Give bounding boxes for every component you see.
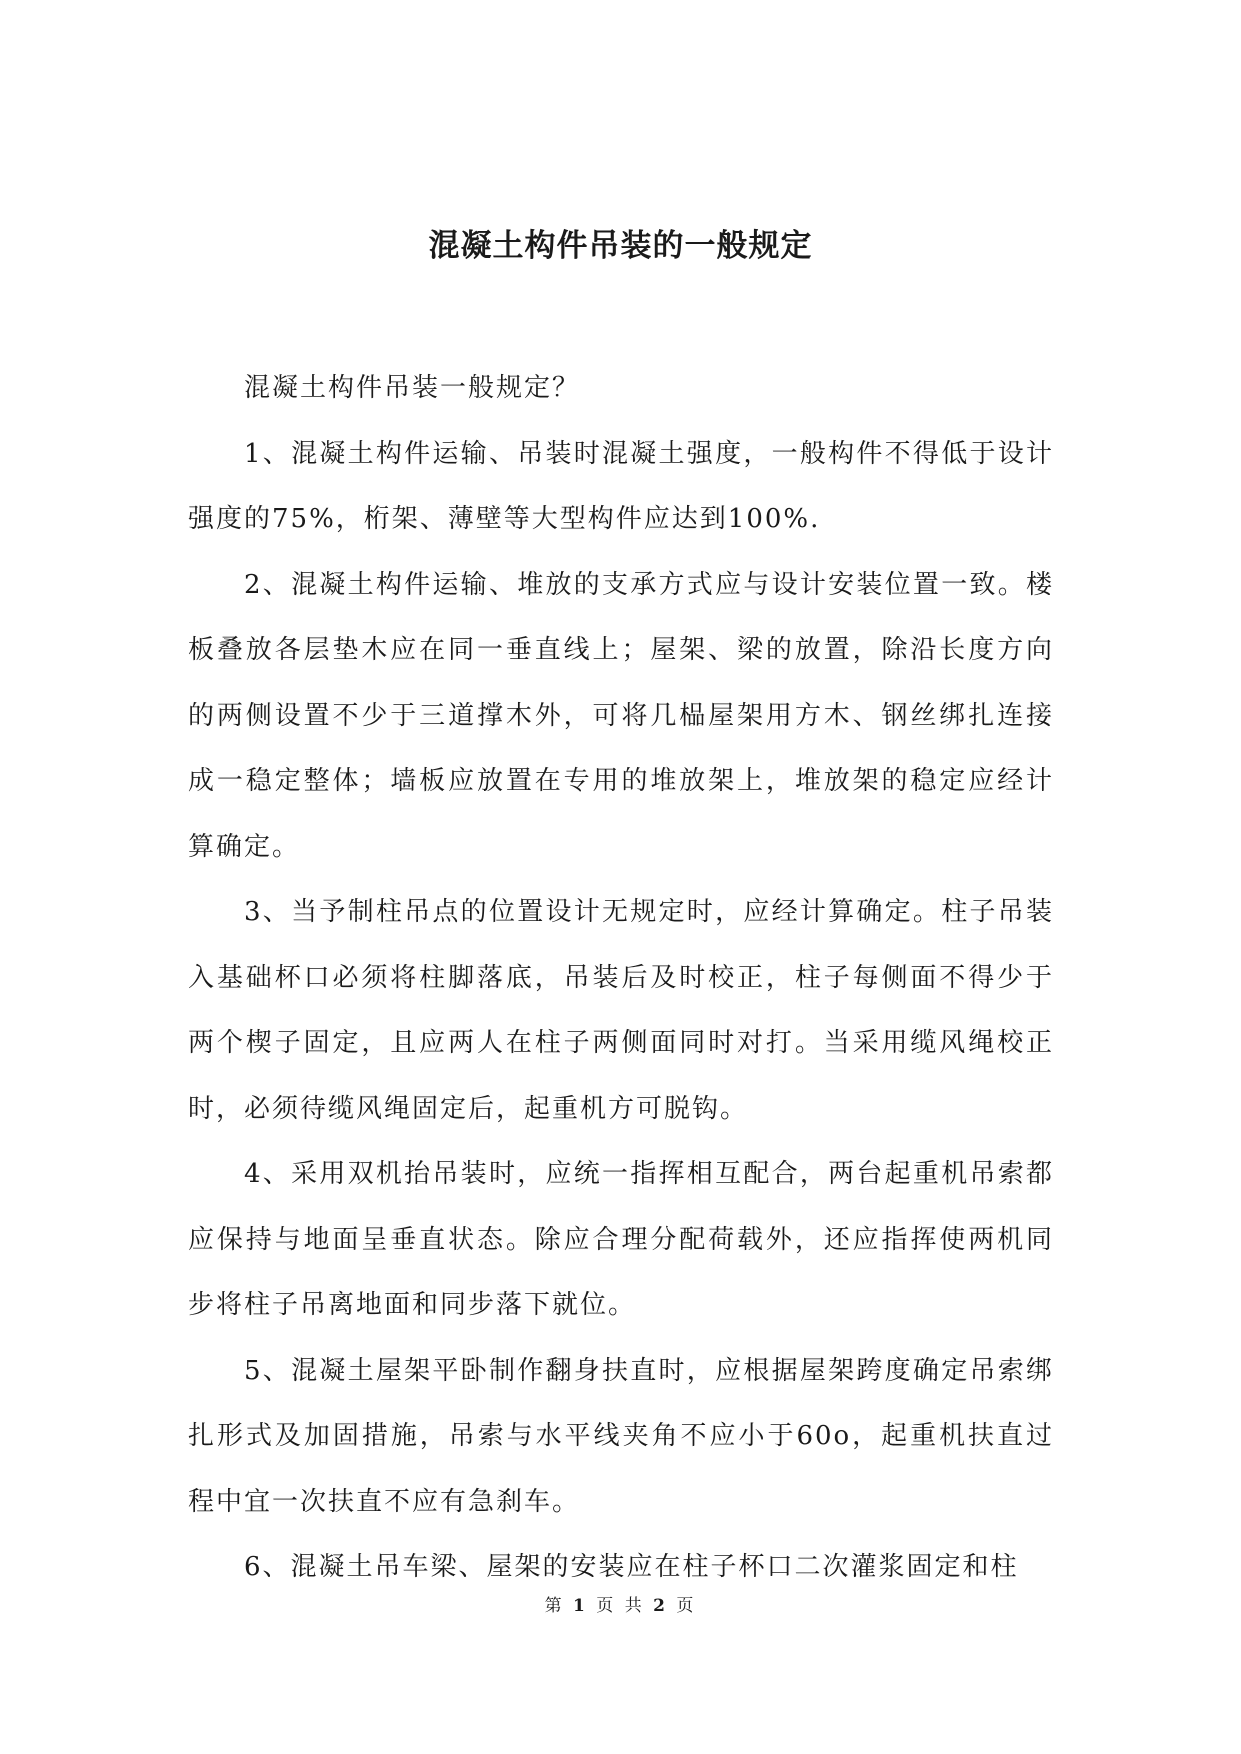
paragraph-item-1: 1、混凝土构件运输、吊装时混凝土强度，一般构件不得低于设计强度的75%，桁架、薄壁等大型构件应达到100%. xyxy=(188,438,1054,534)
paragraph-item-5: 5、混凝土屋架平卧制作翻身扶直时，应根据屋架跨度确定吊索绑扎形式及加固措施，吊索与水平线夹角不应小于60o，起重机扶直过程中宜一次扶直不应有急刹车。 xyxy=(188,1355,1054,1517)
footer-middle: 页 共 xyxy=(596,1596,645,1616)
footer-prefix: 第 xyxy=(544,1596,565,1616)
paragraph-item-3: 3、当予制柱吊点的位置设计无规定时，应经计算确定。柱子吊装入基础杯口必须将柱脚落底，吊装后及时校正，柱子每侧面不得少于两个楔子固定，且应两人在柱子两侧面同时对打。当采用缆风绳校正时，必须待缆风绳固定后，起重机方可脱钩。 xyxy=(188,897,1054,1124)
footer-current-page: 1 xyxy=(573,1596,588,1616)
paragraph-item-4: 4、采用双机抬吊装时，应统一指挥相互配合，两台起重机吊索都应保持与地面呈垂直状态。除应合理分配荷载外，还应指挥使两机同步将柱子吊离地面和同步落下就位。 xyxy=(188,1159,1054,1320)
paragraph-item-6: 6、混凝土吊车梁、屋架的安装应在柱子杯口二次灌浆固定和柱 xyxy=(244,1552,1019,1582)
page-footer xyxy=(0,1594,1241,1618)
paragraph-item-2: 2、混凝土构件运输、堆放的支承方式应与设计安装位置一致。楼板叠放各层垫木应在同一垂直线上；屋架、梁的放置，除沿长度方向的两侧设置不少于三道撑木外，可将几榀屋架用方木、钢丝绑扎连接成一稳定整体；墙板应放置在专用的堆放架上，堆放架的稳定应经计算确定。 xyxy=(188,569,1054,862)
footer-suffix: 页 xyxy=(676,1596,697,1616)
document-title: 混凝土构件吊装的一般规定 xyxy=(428,228,813,264)
footer-total-pages: 2 xyxy=(653,1596,668,1616)
paragraph-question: 混凝土构件吊装一般规定？ xyxy=(244,373,581,403)
document-body xyxy=(188,356,1054,1601)
